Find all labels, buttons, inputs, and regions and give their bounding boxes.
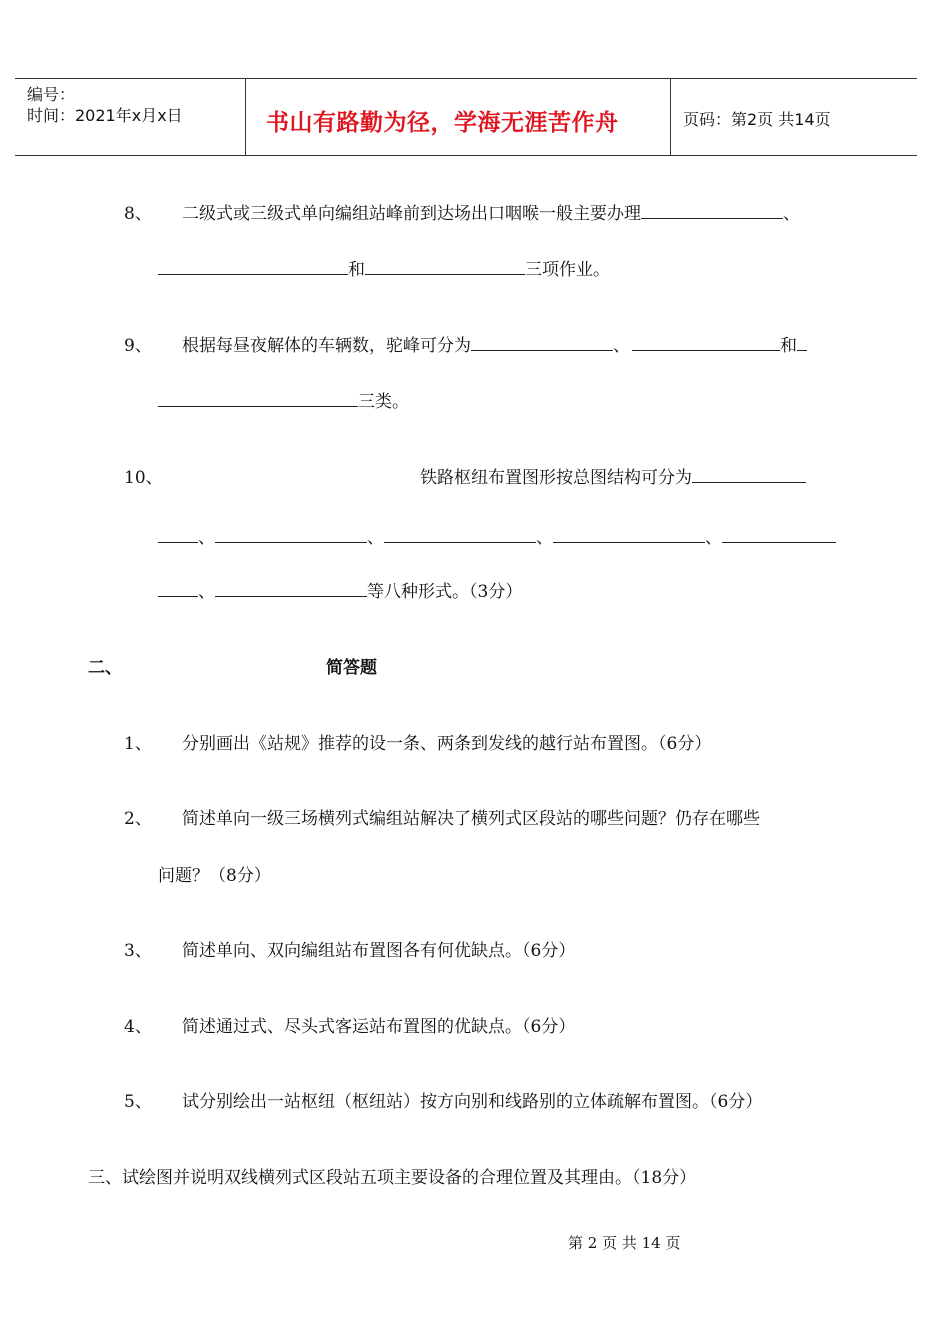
question-8-blank-1[interactable] bbox=[641, 202, 783, 219]
section-2-item-2-number: 2、 bbox=[124, 809, 152, 829]
question-9-blank-1[interactable] bbox=[471, 334, 613, 351]
section-2-item-4-text: 简述通过式、尽头式客运站布置图的优缺点。（6分） bbox=[182, 1017, 576, 1037]
question-9-text: 根据每昼夜解体的车辆数，驼峰可分为 bbox=[182, 336, 471, 356]
section-2-item-1-text: 分别画出《站规》推荐的设一条、两条到发线的越行站布置图。（6分） bbox=[182, 734, 712, 754]
question-9-line1 bbox=[182, 331, 807, 356]
question-8-tail: 三项作业。 bbox=[525, 260, 610, 280]
header-top-rule bbox=[15, 78, 917, 79]
question-8-text: 二级式或三级式单向编组站峰前到达场出口咽喉一般主要办理 bbox=[182, 204, 641, 224]
header-page-label: 页码：第2页 共14页 bbox=[683, 110, 831, 129]
section-2-title: 简答题 bbox=[326, 658, 377, 678]
question-9-and: 和 bbox=[780, 336, 797, 356]
question-10-sep-2: 、 bbox=[367, 528, 384, 548]
question-10-blank-6[interactable] bbox=[215, 580, 367, 597]
header-bottom-rule bbox=[15, 155, 917, 156]
question-9-line2 bbox=[158, 387, 409, 412]
question-10-sep-1: 、 bbox=[198, 528, 215, 548]
section-3-text: 三、试绘图并说明双线横列式区段站五项主要设备的合理位置及其理由。（18分） bbox=[88, 1168, 697, 1188]
section-2-item-2-text-cont: 问题？（8分） bbox=[158, 866, 271, 886]
header-divider-right bbox=[670, 78, 671, 156]
question-8-line1 bbox=[182, 199, 800, 224]
header-slogan: 书山有路勤为径，学海无涯苦作舟 bbox=[266, 109, 619, 136]
section-2-item-5-number: 5、 bbox=[124, 1092, 152, 1112]
section-2-number: 二、 bbox=[88, 658, 122, 678]
question-10-line3 bbox=[158, 577, 522, 602]
question-10-number: 10、 bbox=[124, 468, 163, 488]
question-10-blank-4[interactable] bbox=[553, 526, 705, 543]
question-10-sep-5: 、 bbox=[198, 582, 215, 602]
question-10-tail: 等八种形式。（3分） bbox=[367, 582, 523, 602]
question-9-blank-2b[interactable] bbox=[797, 334, 807, 351]
question-10-blank-5b[interactable] bbox=[158, 580, 198, 597]
question-10-blank-3[interactable] bbox=[384, 526, 536, 543]
question-8-sep: 、 bbox=[783, 204, 800, 224]
question-10-blank-1b[interactable] bbox=[158, 526, 198, 543]
question-10-line2 bbox=[158, 523, 836, 548]
question-10-line1 bbox=[420, 463, 806, 488]
question-10-blank-5[interactable] bbox=[722, 526, 836, 543]
question-9-blank-3[interactable] bbox=[158, 390, 358, 407]
section-2-item-3-number: 3、 bbox=[124, 941, 152, 961]
question-8-number: 8、 bbox=[124, 204, 152, 224]
question-9-blank-2[interactable] bbox=[632, 334, 780, 351]
question-9-sep: 、 bbox=[613, 336, 630, 356]
question-10-sep-4: 、 bbox=[705, 528, 722, 548]
section-2-item-2-text: 简述单向一级三场横列式编组站解决了横列式区段站的哪些问题？仍存在哪些 bbox=[182, 809, 760, 829]
section-2-item-3-text: 简述单向、双向编组站布置图各有何优缺点。（6分） bbox=[182, 941, 576, 961]
document-time-label: 时间：2021年x月x日 bbox=[27, 106, 183, 125]
question-10-text: 铁路枢纽布置图形按总图结构可分为 bbox=[420, 468, 692, 488]
section-2-item-1-number: 1、 bbox=[124, 734, 152, 754]
question-8-and: 和 bbox=[348, 260, 365, 280]
question-9-number: 9、 bbox=[124, 336, 152, 356]
question-10-sep-3: 、 bbox=[536, 528, 553, 548]
section-2-item-4-number: 4、 bbox=[124, 1017, 152, 1037]
question-8-line2 bbox=[158, 255, 610, 280]
header-divider-left bbox=[245, 78, 246, 156]
question-9-tail: 三类。 bbox=[358, 392, 409, 412]
question-10-blank-2[interactable] bbox=[215, 526, 367, 543]
page-footer: 第 2 页 共 14 页 bbox=[568, 1234, 681, 1252]
question-10-blank-1[interactable] bbox=[692, 466, 806, 483]
document-number-label: 编号： bbox=[27, 85, 76, 104]
question-8-blank-3[interactable] bbox=[365, 258, 525, 275]
section-2-item-5-text: 试分别绘出一站枢纽（枢纽站）按方向别和线路别的立体疏解布置图。（6分） bbox=[182, 1092, 763, 1112]
question-8-blank-2[interactable] bbox=[158, 258, 348, 275]
